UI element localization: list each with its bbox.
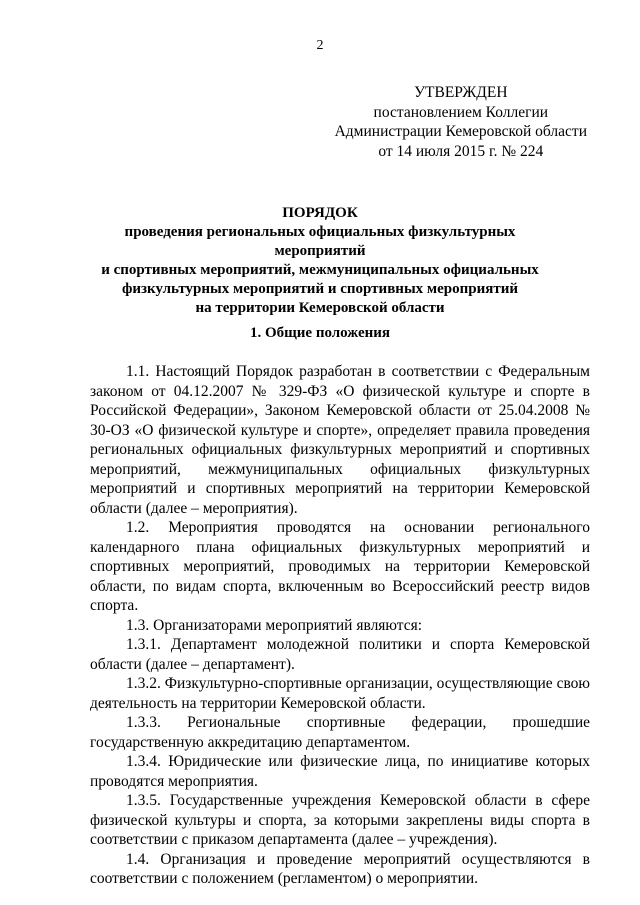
paragraph: 1.1. Настоящий Порядок разработан в соответствии с Федеральным законом от 04.12.2007 № 329-ФЗ «О физической культуре и спорте в Российской Федерации», Законом Кемеровской области от 25.04.2008 № 30-ОЗ «О физической культуре и спорте», определяет правила проведения региональных официальных физкультурных мероприятий и спортивных мероприятий, межмуниципальных официальных физкультурных мероприятий и спортивных мероприятий на территории Кемеровской области (далее – мероприятия). <box>90 363 590 517</box>
title-line: проведения региональных официальных физкультурных мероприятий <box>124 224 516 259</box>
document-title <box>80 204 560 318</box>
approval-line: от 14 июля 2015 г. № 224 <box>378 142 544 160</box>
paragraph: 1.3.1. Департамент молодежной политики и спорта Кемеровской области (далее – департамент). <box>90 636 590 673</box>
approval-line: Администрации Кемеровской области <box>334 123 587 140</box>
document-body <box>90 362 590 889</box>
title-line: на территории Кемеровской области <box>195 300 445 316</box>
paragraph: 1.3.4. Юридические или физические лица, по инициативе которых проводятся мероприятия. <box>90 753 590 790</box>
paragraph: 1.4. Организация и проведение мероприятий осуществляются в соответствии с положением (регламентом) о мероприятии. <box>90 850 590 887</box>
paragraph: 1.3.2. Физкультурно-спортивные организации, осуществляющие свою деятельность на территории Кемеровской области. <box>90 675 590 712</box>
title-line: и спортивных мероприятий, межмуниципальных официальных <box>101 262 539 278</box>
paragraph: 1.2. Мероприятия проводятся на основании регионального календарного плана официальных физкультурных мероприятий и спортивных мероприятий, проводимых на территории Кемеровской области, по видам спорта, включенным во Всероссийский реестр видов спорта. <box>90 519 590 614</box>
paragraph: 1.3.5. Государственные учреждения Кемеровской области в сфере физической культуры и спорта, за которыми закреплены виды спорта в соответствии с приказом департамента (далее – учреждения). <box>90 792 590 848</box>
approval-line: постановлением Коллегии <box>373 103 549 121</box>
page-number: 2 <box>316 38 324 53</box>
approval-stamp <box>335 83 587 161</box>
paragraph: 1.3.3. Региональные спортивные федерации, прошедшие государственную аккредитацию департаментом. <box>90 714 590 751</box>
approved-label: УТВЕРЖДЕН <box>414 84 508 101</box>
title-line: физкультурных мероприятий и спортивных мероприятий <box>121 281 519 297</box>
paragraph: 1.3. Организаторами мероприятий являются: <box>126 616 423 634</box>
section-heading: 1. Общие положения <box>249 325 391 341</box>
title-heading: ПОРЯДОК <box>282 205 358 221</box>
